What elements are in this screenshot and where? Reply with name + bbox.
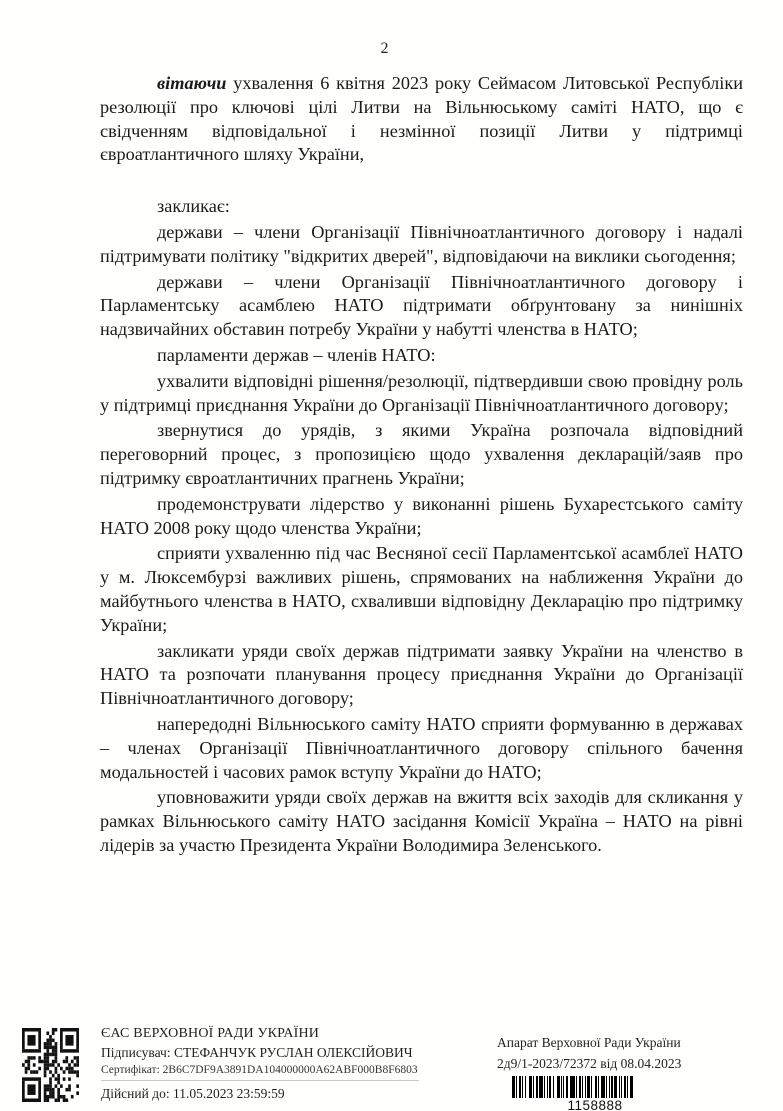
signature-block bbox=[101, 1024, 419, 1103]
signature-system: ЄАС ВЕРХОВНОЇ РАДИ УКРАЇНИ bbox=[101, 1026, 320, 1041]
registration-office: Апарат Верховної Ради України bbox=[497, 1035, 681, 1050]
barcode-wrap bbox=[497, 1076, 693, 1111]
qr-code-icon bbox=[22, 1028, 79, 1102]
paragraph-lead-word: вітаючи bbox=[157, 73, 234, 93]
signature-valid-until: Дійсний до: 11.05.2023 23:59:59 bbox=[101, 1086, 285, 1101]
paragraph: вітаючи ухвалення 6 квітня 2023 року Сеймасом Литовської Республіки резолюції про ключові цілі Литви на Вільнюському саміті НАТО, що є свідченням відповідальної і незмінної позиції Литви у підтримці євроатлантичного шляху України, bbox=[100, 73, 744, 165]
registration-block bbox=[497, 1032, 697, 1111]
paragraph: продемонструвати лідерство у виконанні рішень Бухарестського саміту НАТО 2008 року щодо членства України; bbox=[100, 493, 743, 538]
paragraph: уповноважити уряди своїх держав на вжиття всіх заходів для скликання у рамках Вільнюського саміту НАТО засідання Комісії Україна – НАТО на рівні лідерів за участю Президента України Володимира Зеленського. bbox=[100, 787, 743, 855]
barcode-number: 1158888 bbox=[567, 1098, 623, 1111]
paragraph: держави – члени Організації Північноатлантичного договору і надалі підтримувати політику "відкритих дверей", відповідаючи на виклики сьогодення; bbox=[100, 221, 743, 266]
footer bbox=[22, 1024, 762, 1111]
paragraph: закликає: bbox=[157, 196, 230, 217]
paragraph: ухвалити відповідні рішення/резолюції, підтвердивши свою провідну роль у підтримці приєднання України до Організації Північноатлантичного договору; bbox=[100, 370, 743, 415]
paragraph: парламенти держав – членів НАТО: bbox=[157, 344, 436, 365]
signature-signer: Підписувач: СТЕФАНЧУК РУСЛАН ОЛЕКСІЙОВИЧ bbox=[101, 1045, 413, 1060]
document-body bbox=[100, 72, 743, 860]
signature-divider bbox=[101, 1080, 419, 1081]
paragraph: сприяти ухваленню під час Весняної сесії Парламентської асамблеї НАТО у м. Люксембурзі важливих рішень, спрямованих на наближення України до майбутнього членства в НАТО, схваливши відповідну Декларацію про підтримку України; bbox=[100, 543, 743, 635]
registration-reference: 2д9/1-2023/72372 від 08.04.2023 bbox=[497, 1056, 682, 1071]
page-number: 2 bbox=[380, 40, 389, 57]
paragraph: закликати уряди своїх держав підтримати заявку України на членство в НАТО та розпочати планування процесу приєднання України до Організації Північноатлантичного договору; bbox=[100, 640, 743, 709]
signature-certificate: Сертифікат: 2B6C7DF9A3891DA104000000A62ABF000B8F6803 bbox=[101, 1064, 418, 1076]
paragraph: держави – члени Організації Північноатлантичного договору і Парламентську асамблею НАТО підтримати обґрунтовану за нинішніх надзвичайних обставин потребу України у набутті членства в НАТО; bbox=[100, 271, 743, 340]
paragraph: звернутися до урядів, з якими Україна розпочала відповідний переговорний процес, з пропозицією щодо ухвалення декларацій/заяв про підтримку євроатлантичних прагнень України; bbox=[100, 420, 743, 488]
paragraph: напередодні Вільнюського саміту НАТО сприяти формуванню в державах – членах Організації Північноатлантичного договору спільного бачення модальностей і часових рамок вступу України до НАТО; bbox=[100, 713, 743, 782]
barcode-icon bbox=[512, 1076, 678, 1098]
